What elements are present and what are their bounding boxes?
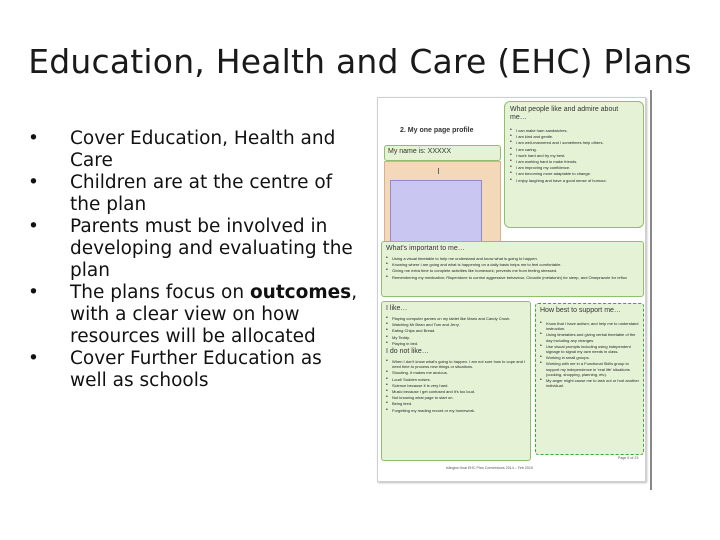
dislike-heading: I do not like… <box>386 348 429 356</box>
profile-title: 2. My one page profile <box>400 127 474 134</box>
bullet-text-post: , with a clear view on how resources will be allocated <box>70 282 358 347</box>
like-heading: I like… <box>386 305 408 312</box>
bullet-text: Children are at the centre of the plan <box>70 172 333 215</box>
list-item: • Knowing where I am going and what is happening on a daily basis helps me to feel comfortable. <box>386 262 639 267</box>
list-item: • Playing computer games on my tablet like Mario and Candy Crush. <box>386 316 526 321</box>
document-footer: Islington final EHC Plan Conversions 2014 – Feb 2015 <box>446 466 533 470</box>
name-label-box: My name is: XXXXX <box>384 145 501 161</box>
document-edge-line <box>650 90 652 490</box>
list-item: • Working with me in a Functional Skills group to support my independence in 'real life' situations (cooking, shopping, planning, etc). <box>540 361 639 377</box>
slide-bullet-list <box>28 128 358 392</box>
dislike-list <box>386 359 526 413</box>
list-item: • Science because it is very hard. <box>386 383 526 388</box>
list-item: • Working in small groups. <box>540 355 639 360</box>
slide-title: Education, Health and Care (EHC) Plans <box>28 42 692 81</box>
bullet-text-pre: The plans focus on <box>70 282 250 303</box>
admire-list <box>510 128 638 183</box>
list-item: • I am kind and gentle. <box>510 134 638 139</box>
admire-panel <box>504 101 644 228</box>
support-list <box>540 321 639 388</box>
list-item: • My Teddy. <box>386 335 526 340</box>
bullet-text: Cover Further Education as well as schools <box>70 348 322 391</box>
like-list <box>386 316 526 346</box>
support-heading: How best to support me… <box>540 307 621 314</box>
important-list <box>386 256 639 280</box>
important-heading: What's important to me… <box>386 245 465 252</box>
list-item: • Watching Mr Bean and Tom and Jerry. <box>386 322 526 327</box>
page-number: Page 5 of 23 <box>618 456 639 460</box>
important-panel <box>381 241 644 297</box>
list-item: • Playing in bed. <box>386 341 526 346</box>
bullet-text: Parents must be involved in developing and evaluating the plan <box>70 216 353 281</box>
name-divider-mark <box>438 168 439 174</box>
list-item: • When I don't know what's going to happen. I am not sure how to cope and I need time to process new things or situations. <box>386 359 526 369</box>
list-item: • Eating Chips and Bread. <box>386 328 526 333</box>
list-item: • Loud/ Sudden noises. <box>386 377 526 382</box>
likes-panel <box>381 301 531 461</box>
bullet-item <box>28 216 358 282</box>
one-page-profile-document <box>377 97 646 482</box>
list-item: • I work hard and try my best. <box>510 153 638 158</box>
list-item: • Use visual prompts including using independent signage to signal my own needs in class. <box>540 344 639 354</box>
bullet-item <box>28 348 358 392</box>
list-item: • Giving me extra time to complete activities like homework; prevents me from feeling stressed. <box>386 268 639 273</box>
list-item: • I am well-mannered and I sometimes help others. <box>510 140 638 145</box>
list-item: • My anger might cause me to lash out or hurt another individual. <box>540 378 639 388</box>
list-item: • Using a visual timetable to help me understand and know what is going to happen. <box>386 256 639 261</box>
support-panel <box>535 303 644 455</box>
list-item: • Not knowing what page to start on. <box>386 395 526 400</box>
list-item: • I am working hard to make friends. <box>510 159 638 164</box>
bullet-item <box>28 172 358 216</box>
list-item: • I can make ham sandwiches. <box>510 128 638 133</box>
list-item: • Forgetting my reading record or my homework. <box>386 408 526 413</box>
list-item: • Shouting. It makes me anxious. <box>386 370 526 375</box>
bullet-text: Cover Education, Health and Care <box>70 128 336 171</box>
list-item: • I am caring. <box>510 147 638 152</box>
list-item: • I am becoming more adaptable to change. <box>510 171 638 176</box>
list-item: • Remembering my medication; Risperidone to control aggressive behaviour, Circadin (melatonin) for sleep, and Omeprazole for reflux <box>386 275 639 280</box>
list-item: • I enjoy laughing and have a good sense of humour. <box>510 178 638 183</box>
photo-placeholder <box>390 180 482 244</box>
list-item: • Using timetables and giving verbal timetable of the day including any changes. <box>540 332 639 342</box>
bullet-bold-outcomes: outcomes <box>249 282 352 303</box>
list-item: • Know that I have autism; and help me to understand instruction. <box>540 321 639 331</box>
bullet-item <box>28 128 358 172</box>
list-item: • Music because I get confused and it's too loud. <box>386 389 526 394</box>
list-item: • I am improving my confidence. <box>510 165 638 170</box>
bullet-item <box>28 282 358 348</box>
list-item: • Being tired. <box>386 401 526 406</box>
admire-heading: What people like and admire about me… <box>510 106 619 121</box>
